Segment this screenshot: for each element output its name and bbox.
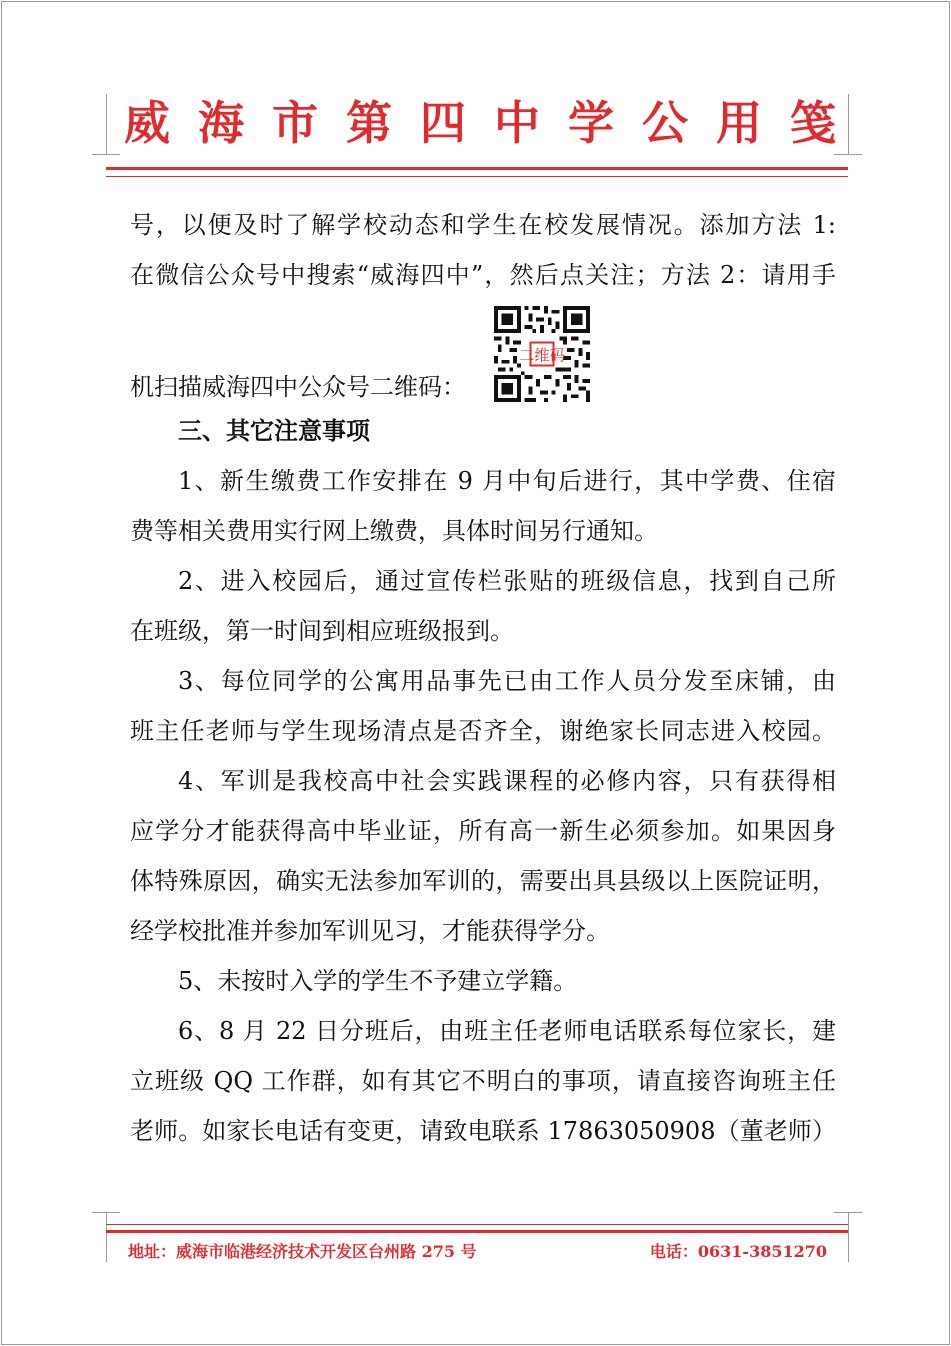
footer-rule-thin <box>106 1224 848 1225</box>
letterhead-title <box>124 90 836 156</box>
body-line: 立班级 QQ 工作群，如有其它不明白的事项，请直接咨询班主任 <box>130 1067 836 1095</box>
crop-mark <box>848 1212 849 1262</box>
body-line: 6、8 月 22 日分班后，由班主任老师电话联系每位家长，建 <box>178 1017 836 1045</box>
title-char: 海 <box>198 96 244 150</box>
crop-mark <box>106 154 120 155</box>
footer-address: 地址：威海市临港经济技术开发区台州路 275 号 <box>128 1242 477 1261</box>
body-line: 老师。如家长电话有变更，请致电联系 17863050908（董老师） <box>130 1117 836 1145</box>
body-line: 2、进入校园后，通过宣传栏张贴的班级信息，找到自己所 <box>178 567 836 595</box>
title-char: 四 <box>420 96 466 150</box>
section-heading: 三、其它注意事项 <box>178 416 370 445</box>
document-body <box>130 200 836 1156</box>
qr-code-image <box>494 306 590 402</box>
body-line: 费等相关费用实行网上缴费，具体时间另行通知。 <box>130 517 658 545</box>
body-line: 3、每位同学的公寓用品事先已由工作人员分发至床铺，由 <box>178 667 836 695</box>
qr-label: 二维码 <box>518 346 566 365</box>
crop-mark <box>92 154 106 155</box>
body-line: 在微信公众号中搜索“威海四中”，然后点关注；方法 2：请用手 <box>130 261 836 289</box>
title-char: 中 <box>494 96 540 150</box>
body-line: 5、未按时入学的学生不予建立学籍。 <box>178 967 578 995</box>
crop-mark <box>834 1212 862 1213</box>
title-char: 威 <box>124 96 170 150</box>
title-char: 用 <box>716 96 762 150</box>
crop-mark <box>834 154 848 155</box>
crop-mark <box>92 1212 120 1213</box>
footer-rule-thick <box>106 1230 848 1233</box>
crop-mark <box>848 154 862 155</box>
body-line: 应学分才能获得高中毕业证，所有高一新生必须参加。如果因身 <box>130 817 836 845</box>
body-line: 体特殊原因，确实无法参加军训的，需要出具县级以上医院证明， <box>130 867 836 895</box>
header-rule-thick <box>106 167 848 170</box>
header-rule-thin <box>106 176 848 177</box>
body-line: 经学校批准并参加军训见习，才能获得学分。 <box>130 917 610 945</box>
title-char: 市 <box>272 96 318 150</box>
body-line: 机扫描威海四中公众号二维码： <box>130 373 466 401</box>
body-line: 号，以便及时了解学校动态和学生在校发展情况。添加方法 1: <box>130 211 836 239</box>
body-line: 4、军训是我校高中社会实践课程的必修内容，只有获得相 <box>178 767 836 795</box>
title-char: 笺 <box>790 96 836 150</box>
body-line: 在班级，第一时间到相应班级报到。 <box>130 617 514 645</box>
title-char: 第 <box>346 96 392 150</box>
body-line: 1、新生缴费工作安排在 9 月中旬后进行，其中学费、住宿 <box>178 467 836 495</box>
crop-mark <box>106 94 107 154</box>
title-char: 公 <box>642 96 688 150</box>
qr-line <box>130 306 836 406</box>
crop-mark <box>848 94 849 154</box>
body-line: 班主任老师与学生现场清点是否齐全，谢绝家长同志进入校园。 <box>130 717 836 745</box>
footer-phone: 电话：0631-3851270 <box>649 1242 827 1261</box>
crop-mark <box>106 1212 107 1262</box>
title-char: 学 <box>568 96 614 150</box>
